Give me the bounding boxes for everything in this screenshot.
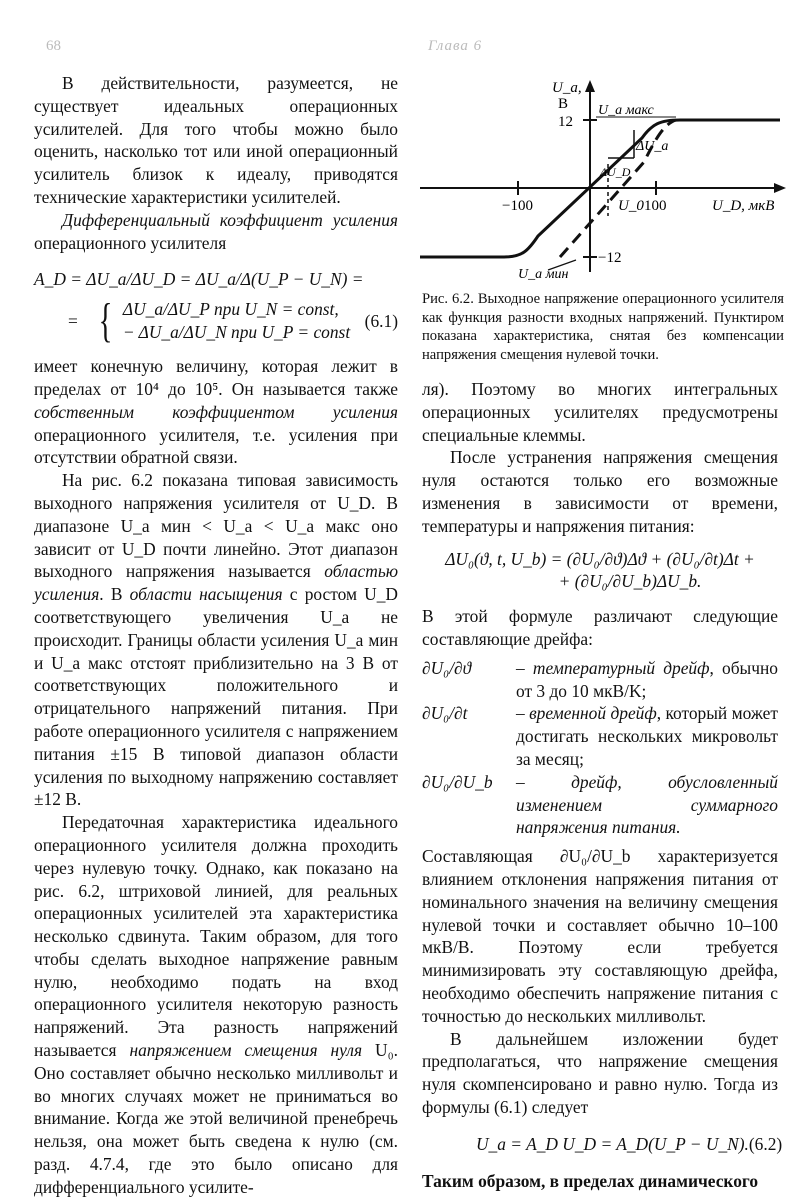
equation-number-6-1: (6.1) <box>364 310 398 331</box>
label-delta-ua: ΔU_a <box>636 139 669 154</box>
paragraph-dynamic: Таким образом, в пределах динамического <box>422 1170 759 1191</box>
figure-caption: Рис. 6.2. Выходное напряжение операционного усилителя как функция разности входных напряжений. Пунктиром показана характеристика, снятая без компенсации напряжения смещения нулевой точки. <box>422 291 784 363</box>
text-diff-gain-rest: операционного усилителя <box>34 232 227 253</box>
drift-symbol-time: ∂U₀/∂t <box>422 703 468 724</box>
y-tick-label-pos: 12 <box>558 114 573 130</box>
term-gain-region: областью усиления <box>34 561 398 605</box>
equation-case-1: ΔU_a/ΔU_P при U_N = const, <box>122 299 339 320</box>
equation-6-1-line1: A_D = ΔU_a/ΔU_D = ΔU_a/Δ(U_P − U_N) = <box>34 269 364 290</box>
page-header <box>40 38 784 58</box>
formula-6-2 <box>422 1133 783 1156</box>
drift-term-supply: – дрейф, обусловленный изменением суммарного напряжения питания. <box>516 771 778 838</box>
drift-list <box>422 657 778 839</box>
paragraph-terminals: ля). Поэтому во многих интегральных операционных усилителях предусмотрены специальные клеммы. <box>422 379 778 445</box>
paragraph-offset <box>34 811 398 1199</box>
formula-6-2-body: U_a = A_D U_D = A_D(U_P − U_N). <box>476 1133 749 1154</box>
drift-rest-temp: , обычно от 3 до 10 мкВ/K; <box>516 657 778 701</box>
label-delta-ud: ΔU_D <box>600 165 631 179</box>
y-label-unit: В <box>558 96 569 112</box>
right-column <box>422 378 783 1192</box>
term-own-gain: собственным коэффициентом усиления <box>34 401 398 422</box>
label-u0: U_0 <box>618 198 644 214</box>
label-ua-min: U_a мин <box>518 267 569 282</box>
formula-drift-line2: + (∂U₀/∂U_b)ΔU_b. <box>558 571 702 592</box>
page-number: 68 <box>46 38 61 54</box>
drift-desc-supply <box>516 771 778 839</box>
x-axis-label: U_D, мкВ <box>712 198 775 214</box>
term-saturation: области насыщения <box>129 584 283 605</box>
text-gain-region-a: На рис. 6.2 показана типовая зависимость выходного напряжения усилителя от U_D. В диапазоне U_a мин < U_a < U_a макс оно зависит от U_D почти линейно. Этот диапазон выходного напряжения называется <box>34 470 398 582</box>
paragraph-diff-gain <box>34 209 398 255</box>
text-gain-region-b: . В <box>99 584 130 605</box>
x-tick-label-pos: 100 <box>644 198 667 214</box>
x-axis <box>420 183 786 193</box>
drift-desc-temp <box>516 657 778 703</box>
y-axis <box>585 80 595 272</box>
text-offset-a: Передаточная характеристика идеального операционного усилителя должна проходить через нулевую точку. Однако, как показано на рис. 6.2, штриховой линией, для реальных операционных усилителей эта характеристика несколько сдвинута. Таким образом, для того чтобы сделать выходное напряжение равным нулю, необходимо подать на вход операционного усилителя некоторую разность напряжений. Эта разность напряжений называется <box>34 812 398 1061</box>
drift-rest-time: , который может достигать нескольких микровольт за месяц; <box>516 703 778 769</box>
figure-6-2 <box>418 76 788 284</box>
y-tick-label-neg: −12 <box>598 250 622 266</box>
delta-triangle <box>608 130 634 158</box>
left-column <box>34 72 398 1199</box>
equation-number-6-2: (6.2) <box>748 1133 783 1154</box>
equation-6-1-cases: = { ΔU_a/ΔU_P при U_N = const, − ΔU_a/ΔU_N при U_P = const (6.1) <box>68 294 398 348</box>
term-offset-voltage: напряжением смещения нуля <box>129 1040 363 1061</box>
equation-6-1 <box>34 268 398 348</box>
paragraph-after-compensation: После устранения напряжения смещения нуля остаются только его возможные изменения в зависимости от времени, температуры и напряжения питания: <box>422 447 778 536</box>
drift-symbol-supply: ∂U₀/∂U_b <box>422 771 493 792</box>
paragraph-drift-components: В этой формуле различают следующие составляющие дрейфа: <box>422 606 778 649</box>
text-gain-region-c: с ростом U_D соответствующего увеличения U_a не происходит. Границы области усиления U_a мин и U_a макс отстоят приблизительно на 3 В от соответствующих положительного и отрицательного напряжений питания. При работе операционного усилителя с напряжением питания ±15 В типовой диапазон области усиления по выходному напряжению составляет ±12 В. <box>34 584 398 810</box>
drift-term-time: – временной дрейф <box>516 703 657 724</box>
paragraph-supply-drift: Составляющая ∂U₀/∂U_b характеризуется влиянием отклонения напряжения питания от номинального значения на величину смещения нулевой точки и составляет обычно 10–100 мкВ/В. Поэтому если требуется минимизировать эту составляющую дрейфа, необходимо обеспечить напряжение питания с точностью до нескольких милливольт. <box>422 846 778 1026</box>
x-tick-label-neg: −100 <box>502 198 533 214</box>
equation-case-2: − ΔU_a/ΔU_N при U_P = const <box>122 322 351 343</box>
paragraph-ideal-opamp: В действительности, разумеется, не существует идеальных операционных усилителей. Для того чтобы можно было оценить, насколько тот или иной операционный усилитель близок к идеалу, приводятся технические характеристики усилителей. <box>34 73 398 207</box>
drift-term-temp: – температурный дрейф <box>516 657 710 678</box>
paragraph-own-gain <box>34 355 398 469</box>
label-ua-max: U_a макс <box>598 103 654 118</box>
text-offset-b: U₀. Оно составляет обычно несколько милливольт и во многих случаях может не приниматься во внимание. Когда же этой величиной пренебречь нельзя, она может быть сведена к нулю (см. разд. 4.7.4, где это было описано для дифференциального усилите- <box>34 1040 398 1197</box>
brace: { <box>98 294 113 348</box>
paragraph-gain-region <box>34 469 398 811</box>
drift-symbol-temp: ∂U₀/∂ϑ <box>422 657 472 678</box>
running-title: Глава 6 <box>428 38 483 54</box>
text-own-gain-a: имеет конечную величину, которая лежит в пределах от 10⁴ до 10⁵. Он называется также <box>34 356 398 399</box>
term-diff-gain: Дифференциальный коэффициент усиления <box>62 209 398 230</box>
formula-drift-line1: ΔU₀(ϑ, t, U_b) = (∂U₀/∂ϑ)Δϑ + (∂U₀/∂t)Δt + <box>445 548 755 569</box>
formula-drift <box>422 548 778 594</box>
drift-desc-time <box>516 702 778 770</box>
text-own-gain-b: операционного усилителя, т.е. усиления при отсутствии обратной связи. <box>34 424 398 468</box>
paragraph-further: В дальнейшем изложении будет предполагаться, что напряжение смещения нуля скомпенсировано и равно нулю. Тогда из формулы (6.1) следует <box>422 1028 778 1117</box>
y-label-ua: U_a, <box>552 80 582 96</box>
